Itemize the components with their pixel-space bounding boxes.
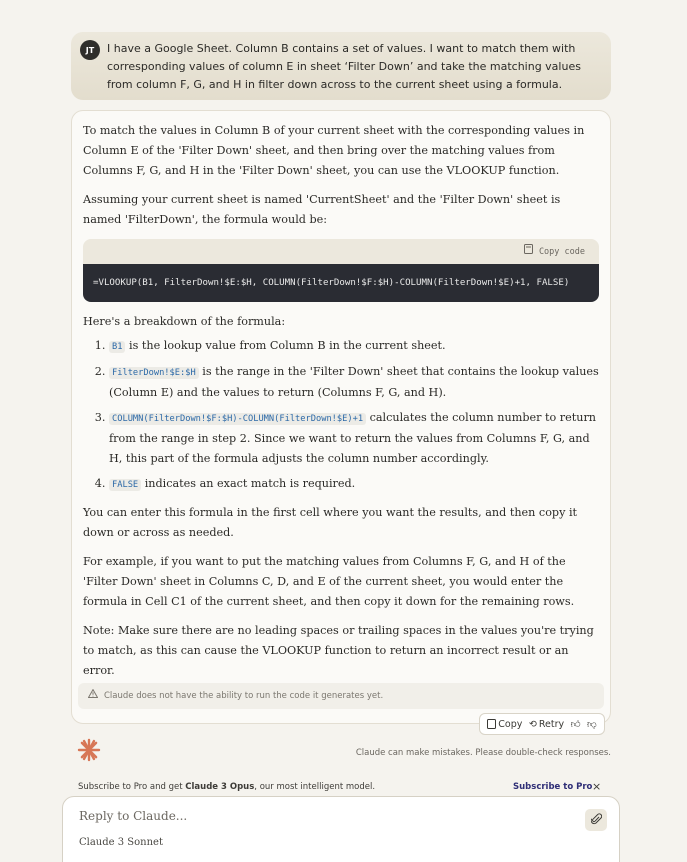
list-item (109, 474, 599, 495)
copy-icon (524, 242, 533, 262)
user-avatar: JT (80, 40, 100, 60)
reply-input[interactable] (79, 809, 559, 823)
promo-text: Subscribe to Pro and get (78, 782, 186, 792)
promo-highlight: Claude 3 Opus (185, 782, 255, 792)
reply-paragraph-note: Note: Make sure there are no leading spaces or trailing spaces in the values you're trying to match, as this can cause the VLOOKUP function to return an incorrect result or an error. (83, 624, 594, 677)
attach-button[interactable] (585, 809, 607, 831)
code-content: =VLOOKUP(B1, FilterDown!$E:$H, COLUMN(FilterDown!$F:$H)-COLUMN(FilterDown!$E)+1, FALSE) (83, 264, 599, 302)
subscribe-link[interactable]: Subscribe to Pro (513, 782, 593, 792)
breakdown-title: Here's a breakdown of the formula: (83, 315, 286, 328)
list-item-text: calculates the column number to return from the range in step 2. Since we want to return the values from Columns F, G, and H, this part of the formula adjusts the column number accordingly. (109, 411, 597, 465)
mistakes-note: Claude can make mistakes. Please double-check responses. (355, 748, 611, 758)
reply-assumption: Assuming your current sheet is named 'CurrentSheet' and the 'Filter Down' sheet is named 'FilterDown', the formula would be: (83, 193, 561, 226)
retry-icon: ⟲ (528, 718, 537, 730)
code-block (83, 239, 599, 302)
thumbs-down-icon: 👎︎ (587, 719, 597, 730)
composer (62, 796, 620, 862)
breakdown-list (109, 336, 599, 495)
thumbs-up-icon: 👍︎ (570, 719, 581, 730)
thumbs-up-button[interactable] (571, 718, 581, 730)
list-item-text: indicates an exact match is required. (141, 477, 356, 490)
copy-icon (487, 719, 496, 729)
copy-button[interactable] (487, 719, 522, 730)
copy-code-button[interactable] (524, 242, 585, 262)
user-message-text: I have a Google Sheet. Column B contains a set of values. I want to match them with corresponding values of column E in sheet ‘Filter Down’ and take the matching values from column F, G, and H in filter down across to the current sheet using a formula. (107, 42, 581, 91)
model-selector[interactable]: Claude 3 Sonnet (79, 837, 163, 848)
inline-code: B1 (109, 341, 125, 353)
close-icon[interactable]: × (592, 780, 602, 793)
assistant-reply (71, 110, 611, 724)
list-item-text: is the lookup value from Column B in the current sheet. (125, 339, 446, 352)
list-item (109, 408, 599, 469)
user-message (71, 32, 611, 100)
paperclip-icon (591, 813, 602, 828)
list-item (109, 362, 599, 403)
disclaimer-text: Claude does not have the ability to run the code it generates yet. (104, 691, 384, 701)
inline-code: COLUMN(FilterDown!$F:$H)-COLUMN(FilterDown!$E)+1 (109, 413, 366, 425)
code-block-header (83, 239, 599, 264)
retry-button[interactable] (529, 719, 564, 730)
reply-intro: To match the values in Column B of your current sheet with the corresponding values in Column E of the 'Filter Down' sheet, and then bring over the matching values from Columns F, G, and H in the 'Filter Down' sheet, you can use the VLOOKUP function. (83, 124, 585, 177)
copy-code-label: Copy code (538, 246, 585, 257)
promo-text-suffix: , our most intelligent model. (254, 782, 376, 792)
reply-paragraph-example: For example, if you want to put the matching values from Columns F, G, and H of the 'Filter Down' sheet in Columns C, D, and E of the current sheet, you would enter the formula in Cell C1 of the current sheet, and then copy it down for the remaining rows. (83, 555, 575, 608)
copy-label: Copy (498, 718, 523, 730)
warning-icon (88, 686, 98, 706)
reply-paragraph-enter: You can enter this formula in the first cell where you want the results, and then copy it down or across as needed. (83, 506, 578, 539)
inline-code: FilterDown!$E:$H (109, 367, 199, 379)
thumbs-down-button[interactable] (587, 718, 597, 730)
pro-promo (78, 782, 375, 792)
retry-label: Retry (538, 718, 565, 730)
list-item (109, 336, 599, 357)
message-actions (479, 713, 605, 735)
inline-code: FALSE (109, 479, 141, 491)
list-item-text: is the range in the 'Filter Down' sheet that contains the lookup values (Column E) and the values to return (Columns F, G, and H). (109, 365, 599, 399)
code-disclaimer (78, 683, 604, 709)
claude-logo-icon (77, 738, 101, 762)
